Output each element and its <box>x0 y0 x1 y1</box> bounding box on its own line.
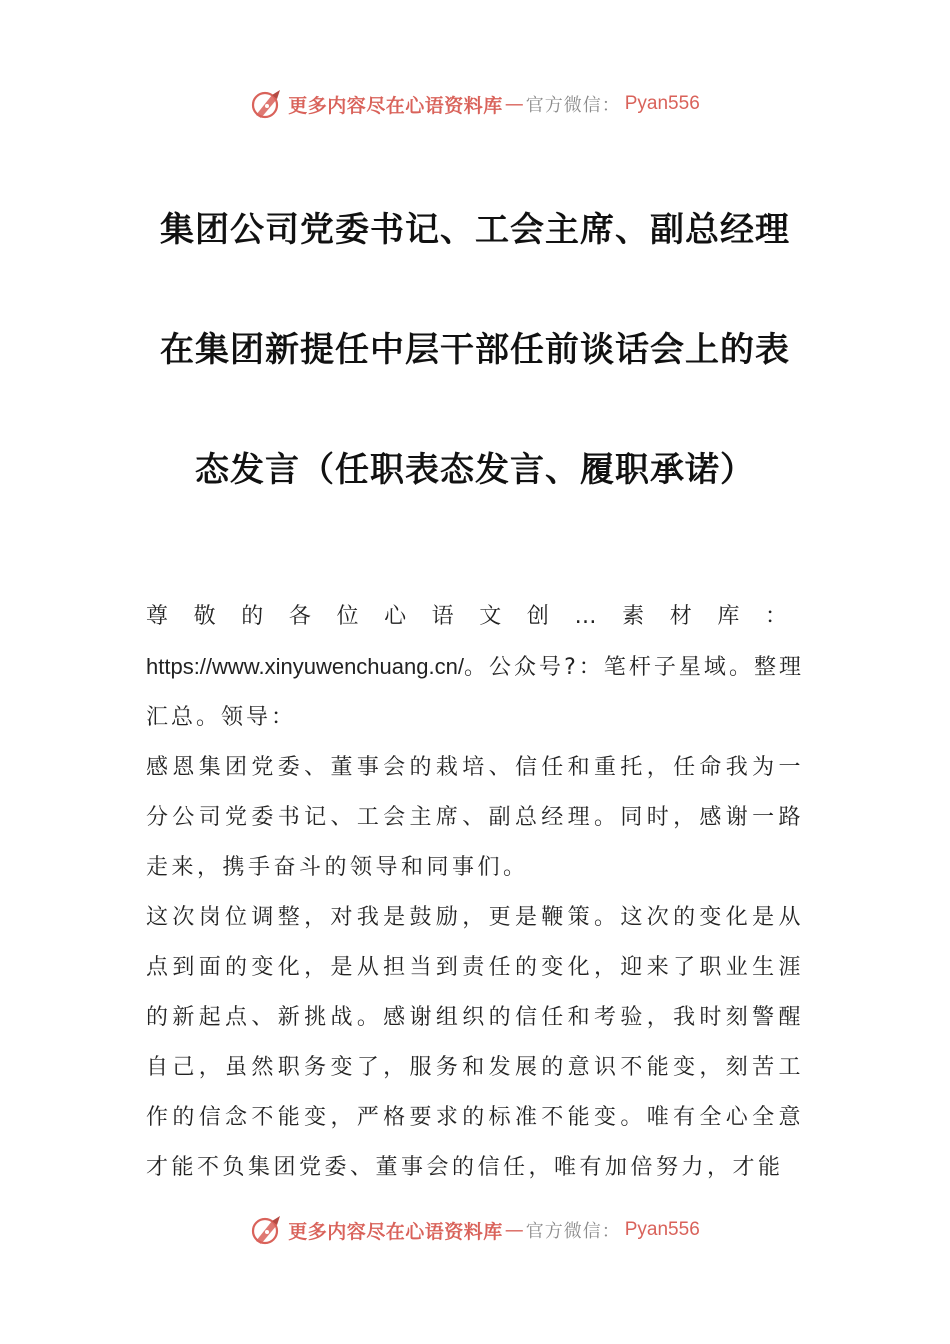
document-body <box>146 592 804 1193</box>
banner-wechat-label: 官方微信： <box>525 95 621 116</box>
title-line-1: 集团公司党委书记、工会主席、副总经理 <box>160 210 790 250</box>
banner-slogan: 更多内容尽在心语资料库 <box>288 94 503 117</box>
paragraph-salutation <box>146 592 804 743</box>
banner-wechat-label: 官方微信： <box>525 1221 621 1242</box>
footer-banner <box>0 1210 950 1250</box>
pen-nib-circle-icon <box>250 1213 284 1247</box>
pen-nib-circle-icon <box>250 87 284 121</box>
banner-wechat-id: Pyan556 <box>624 93 700 114</box>
salutation-intro: 尊敬的各位心语文创…素材库： <box>146 604 804 629</box>
banner-wechat-id: Pyan556 <box>624 1219 700 1240</box>
salutation-rest: 。公众号?：笔杆子星域。整理汇总。领导： <box>146 655 804 730</box>
banner-slogan: 更多内容尽在心语资料库 <box>288 1220 503 1243</box>
banner-dash: — <box>504 93 524 115</box>
website-url: https://www.xinyuwenchuang.cn/ <box>146 654 464 679</box>
paragraph-gratitude: 感恩集团党委、董事会的栽培、信任和重托，任命我为一分公司党委书记、工会主席、副总经理。同时，感谢一路走来，携手奋斗的领导和同事们。 <box>146 755 804 880</box>
header-banner <box>0 84 950 124</box>
banner-dash: — <box>504 1219 524 1241</box>
document-title <box>100 170 850 530</box>
paragraph-commitment: 这次岗位调整，对我是鼓励，更是鞭策。这次的变化是从点到面的变化，是从担当到责任的变化，迎来了职业生涯的新起点、新挑战。感谢组织的信任和考验，我时刻警醒自己，虽然职务变了，服务和发展的意识不能变，刻苦工作的信念不能变，严格要求的标准不能变。唯有全心全意才能不负集团党委、董事会的信任，唯有加倍努力，才能 <box>146 905 804 1180</box>
title-line-3: 态发言（任职表态发言、履职承诺） <box>195 450 755 490</box>
title-line-2: 在集团新提任中层干部任前谈话会上的表 <box>160 330 790 370</box>
